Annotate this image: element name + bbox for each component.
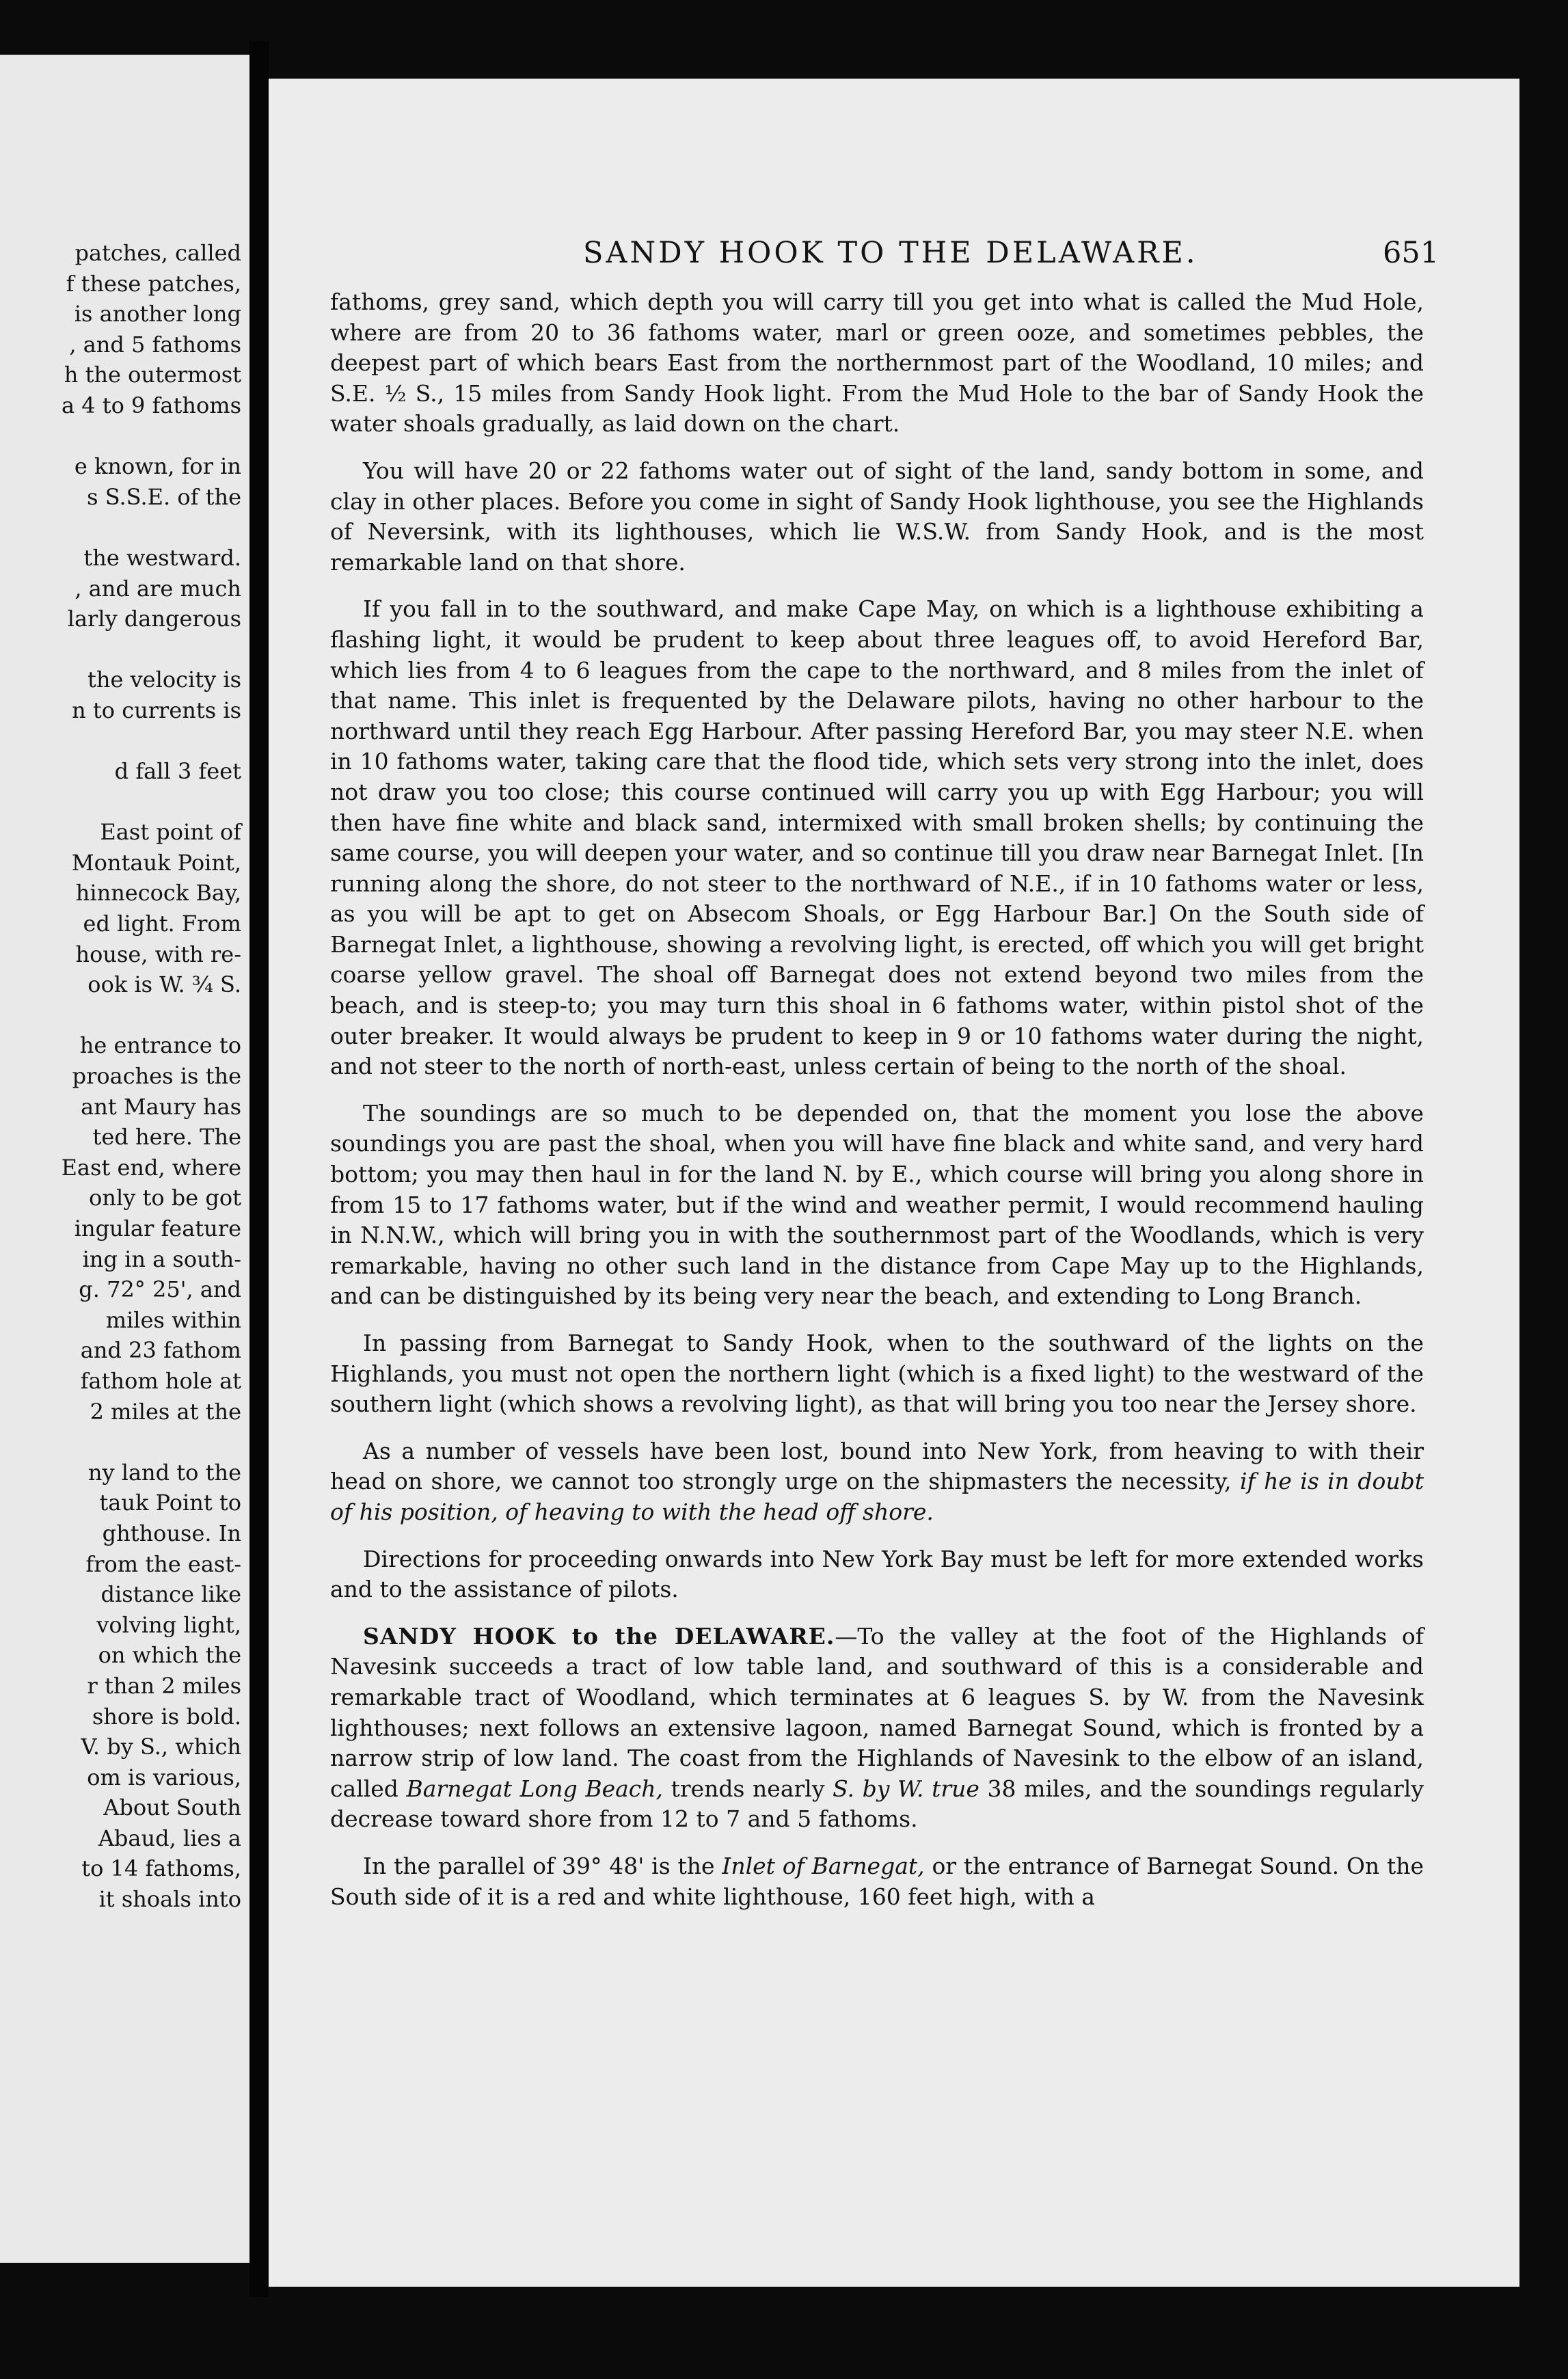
paragraph — [330, 1851, 1424, 1912]
paragraph-text: —To the valley at the foot of the Highlands of Navesink succeeds a tract of low table land, and southward of this is a considerable and remarkable tract of Woodland, which terminates at 6 leagues S. by W. from the Navesink lighthouses; next follows an extensive lagoon, named Barnegat Sound, which is fronted by a narrow strip of low land. The coast from the Highlands of Navesink to the elbow of an island, called — [330, 1622, 1424, 1802]
left-page-line: a 4 to 9 fathoms — [61, 392, 241, 418]
paragraph-text: In the parallel of 39° 48' is the — [363, 1852, 715, 1879]
book-gutter — [249, 41, 269, 2297]
paragraph — [330, 1436, 1424, 1528]
left-page-line: , and 5 fathoms — [69, 331, 241, 358]
left-page-line: to 14 fathoms, — [81, 1855, 241, 1882]
section-heading: SANDY HOOK to the DELAWARE. — [363, 1622, 835, 1650]
left-page-line: ook is W. ¾ S. — [87, 971, 241, 998]
left-page-line: 2 miles at the — [90, 1398, 241, 1425]
left-page-line: distance like — [100, 1581, 241, 1608]
left-page-line: Montauk Point, — [71, 849, 241, 876]
left-page-line: larly dangerous — [67, 606, 241, 632]
right-page — [269, 79, 1519, 2287]
left-page-line: ing in a south- — [82, 1246, 241, 1272]
left-page-line: is another long — [74, 301, 241, 327]
left-page-line: the velocity is — [87, 667, 241, 693]
italic-text: if he is in doubt of his position, of heaving to with the head off shore. — [330, 1468, 1424, 1525]
left-page-line: e known, for in — [74, 453, 241, 480]
left-page-line: shore is bold. — [92, 1703, 241, 1730]
left-page-line: miles within — [105, 1306, 241, 1333]
left-page-line — [0, 726, 241, 757]
left-page-line: tauk Point to — [99, 1490, 241, 1516]
left-page-line — [0, 634, 241, 665]
left-page-line: ant Maury has — [81, 1093, 241, 1120]
left-page-line: About South — [103, 1795, 241, 1821]
left-page-line: only to be got — [89, 1185, 241, 1211]
italic-text: S. by W. true — [833, 1775, 979, 1802]
left-page-line: fathom hole at — [80, 1367, 241, 1394]
left-page-line: r than 2 miles — [87, 1672, 241, 1699]
running-title: SANDY HOOK TO THE DELAWARE. — [583, 236, 1198, 270]
left-page-line: s S.S.E. of the — [87, 483, 241, 510]
left-page-line: n to currents is — [72, 697, 241, 723]
left-page-line: ghthouse. In — [102, 1520, 241, 1546]
italic-text: Barnegat Long Beach, — [406, 1775, 664, 1802]
paragraph: In passing from Barnegat to Sandy Hook, when to the southward of the lights on the Highlands, you must not open the northern light (which is a fixed light) to the westward of the southern light (which shows a revolving light), as that will bring you too near the Jersey shore. — [330, 1330, 1424, 1418]
section-paragraph — [330, 1622, 1424, 1835]
left-page-line: d fall 3 feet — [114, 758, 241, 785]
left-page-line: from the east- — [85, 1550, 241, 1577]
left-page-line: patches, called — [75, 240, 241, 266]
paragraph-text: trends nearly — [671, 1775, 825, 1802]
paragraph: You will have 20 or 22 fathoms water out of sight of the land, sandy bottom in some, and clay in other places. Before you come in sight of Sandy Hook lighthouse, you see the Highlands of Neversink, with its lighthouses, which lie W.S.W. from Sandy Hook, and is the most remarkable land on that shore. — [330, 457, 1424, 576]
left-page-line: ed light. From — [83, 911, 241, 937]
left-page-line: V. by S., which — [81, 1734, 241, 1760]
left-page-line: house, with re- — [75, 941, 241, 967]
left-page-line: ny land to the — [87, 1459, 241, 1486]
left-page-line: ted here. The — [92, 1124, 241, 1151]
left-page-line — [0, 1427, 241, 1457]
italic-text: Inlet of Barnegat, — [722, 1852, 925, 1879]
left-page-line: proaches is the — [72, 1063, 241, 1090]
left-page-line: ingular feature — [74, 1215, 241, 1241]
left-page-line: volving light, — [96, 1611, 241, 1638]
left-page-line: f these patches, — [66, 270, 241, 297]
left-page-line: om is various, — [87, 1764, 241, 1790]
page-number: 651 — [1383, 236, 1439, 270]
left-page-line: it shoals into — [98, 1886, 241, 1913]
body-text — [330, 287, 1424, 1928]
left-page-line: on which the — [98, 1642, 241, 1669]
left-page — [0, 55, 249, 2263]
left-page-line: East point of — [100, 819, 241, 846]
left-page-line: Abaud, lies a — [98, 1825, 241, 1851]
left-page-line: g. 72° 25', and — [79, 1276, 241, 1303]
left-page-line: the westward. — [83, 544, 241, 571]
left-page-line: East end, where — [61, 1154, 241, 1181]
left-page-line: , and are much — [75, 575, 241, 602]
left-page-line — [0, 512, 241, 543]
left-page-line — [0, 1000, 241, 1031]
left-page-line: h the outermost — [64, 362, 241, 388]
paragraph: fathoms, grey sand, which depth you will carry till you get into what is called the Mud Hole, where are from 20 to 36 fathoms water, marl or green ooze, and sometimes pebbles, the deepest part of which bears East from the northernmost part of the Woodland, 10 miles; and S.E. ½ S., 15 miles from Sandy Hook light. From the Mud Hole to the bar of Sandy Hook the water shoals gradually, as laid down on the chart. — [330, 288, 1424, 438]
left-page-line: and 23 fathom — [80, 1337, 241, 1364]
left-page-line: hinnecock Bay, — [75, 880, 241, 906]
paragraph: If you fall in to the southward, and make Cape May, on which is a lighthouse exhibiting a flashing light, it would be prudent to keep about three leagues off, to avoid Hereford Bar, which lies from 4 to 6 leagues from the cape to the northward, and 8 miles from the inlet of that name. This inlet is frequented by the Delaware pilots, having no other harbour to the northward until they reach Egg Harbour. After passing Hereford Bar, you may steer N.E. when in 10 fathoms water, taking care that the flood tide, which sets very strong into the inlet, does not draw you too close; this course continued will carry you up with Egg Harbour; you will then have fine white and black sand, intermixed with small broken shells; by continuing the same course, you will deepen your water, and so continue till you draw near Barnegat Inlet. [In running along the shore, do not steer to the northward of N.E., if in 10 fathoms water or less, as you will be apt to get on Absecom Shoals, or Egg Harbour Bar.] On the South side of Barnegat Inlet, a lighthouse, showing a revolving light, is erected, off which you will get bright coarse yellow gravel. The shoal off Barnegat does not extend beyond two miles from the beach, and is steep-to; you may turn this shoal in 6 fathoms water, within pistol shot of the outer breaker. It would always be prudent to keep in 9 or 10 fathoms water during the night, and not steer to the north of north-east, unless certain of being to the north of the shoal. — [330, 595, 1424, 1080]
paragraph: The soundings are so much to be depended on, that the moment you lose the above soundings you are past the shoal, when you will have fine black and white sand, and very hard bottom; you may then haul in for the land N. by E., which course will bring you along shore in from 15 to 17 fathoms water, but if the wind and weather permit, I would recommend hauling in N.N.W., which will bring you in with the southernmost part of the Woodlands, which is very remarkable, having no other such land in the distance from Cape May up to the Highlands, and can be distinguished by its being very near the beach, and extending to Long Branch. — [330, 1099, 1424, 1310]
paragraph-text: 38 miles, and the soundings regularly decrease toward shore from 12 to 7 and 5 fathoms. — [330, 1775, 1424, 1833]
page-header — [269, 236, 1519, 277]
paragraph-text: or the entrance of Barnegat Sound. On the South side of it is a red and white lighthouse, 160 feet high, with a — [330, 1852, 1424, 1910]
paragraph-text: As a number of vessels have been lost, bound into New York, from heaving to with their head on shore, we cannot too strongly urge on the shipmasters the necessity, — [330, 1437, 1424, 1495]
left-page-line — [0, 421, 241, 452]
paragraph: Directions for proceeding onwards into New York Bay must be left for more extended works and to the assistance of pilots. — [330, 1545, 1424, 1603]
left-page-line: he entrance to — [79, 1032, 241, 1059]
left-page-text — [0, 238, 241, 1915]
left-page-line — [0, 787, 241, 818]
